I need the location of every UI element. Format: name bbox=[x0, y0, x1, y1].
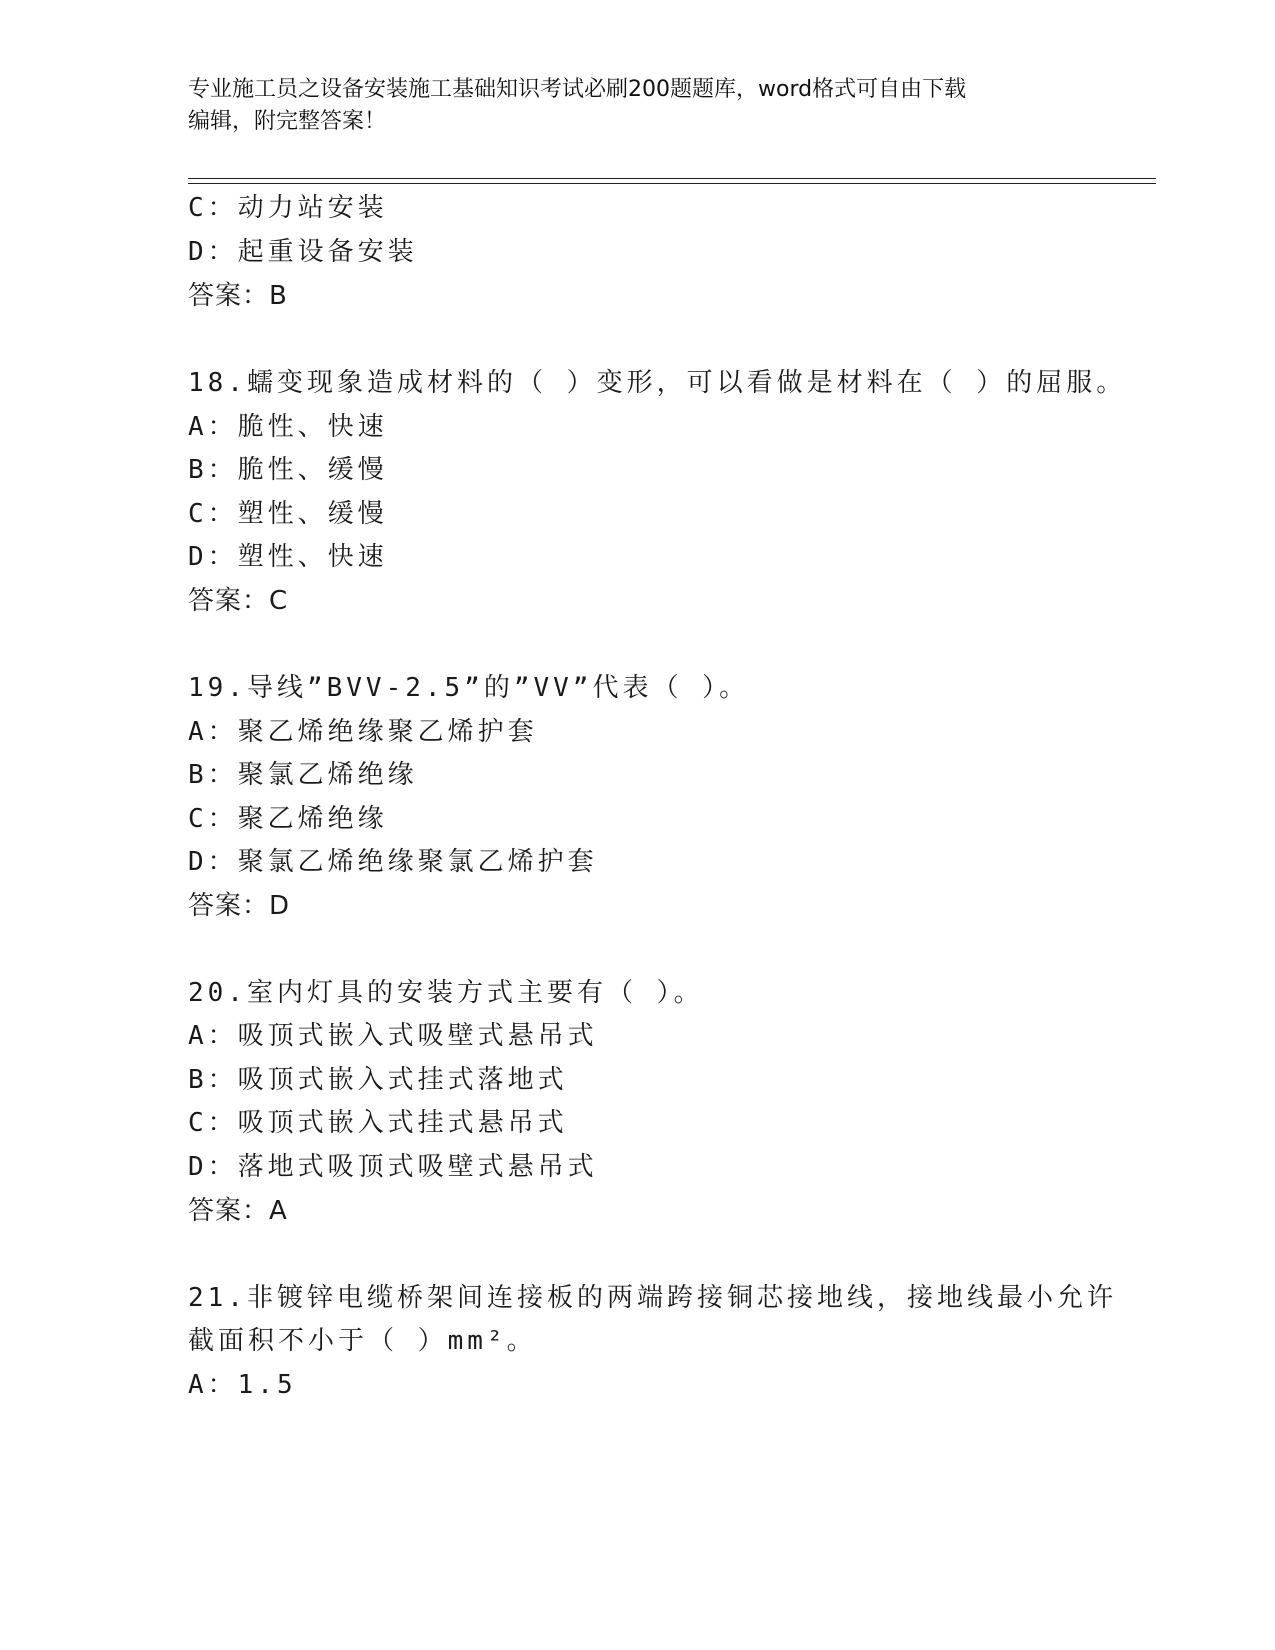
q19-option-b: B：聚氯乙烯绝缘 bbox=[188, 760, 418, 790]
q19-stem: 19.导线”BVV-2.5”的”VV”代表（ ）。 bbox=[188, 673, 750, 703]
q21-stem-line-1: 21.非镀锌电缆桥架间连接板的两端跨接铜芯接地线，接地线最小允许 bbox=[188, 1283, 1117, 1313]
q18-option-d: D：塑性、快速 bbox=[188, 542, 388, 572]
q21-option-a: A：1.5 bbox=[188, 1370, 297, 1400]
header-divider-bottom bbox=[188, 183, 1156, 184]
q20-option-d: D：落地式吸顶式吸壁式悬吊式 bbox=[188, 1152, 598, 1182]
q18-answer: 答案：C bbox=[188, 586, 289, 616]
q19-option-c: C：聚乙烯绝缘 bbox=[188, 804, 388, 834]
q21-stem-line-2: 截面积不小于（ ）mm²。 bbox=[188, 1326, 537, 1356]
header-divider-top bbox=[188, 178, 1156, 179]
q18-option-c: C：塑性、缓慢 bbox=[188, 499, 388, 529]
q19-option-a: A：聚乙烯绝缘聚乙烯护套 bbox=[188, 717, 538, 747]
q20-answer: 答案：A bbox=[188, 1196, 288, 1226]
q18-option-b: B：脆性、缓慢 bbox=[188, 455, 388, 485]
header-title-line-2: 编辑，附完整答案！ bbox=[188, 109, 387, 134]
q20-stem: 20.室内灯具的安装方式主要有（ ）。 bbox=[188, 978, 704, 1008]
q19-option-d: D：聚氯乙烯绝缘聚氯乙烯护套 bbox=[188, 847, 598, 877]
q17-option-d: D：起重设备安装 bbox=[188, 237, 418, 267]
q18-option-a: A：脆性、快速 bbox=[188, 412, 388, 442]
header-title-line-1: 专业施工员之设备安装施工基础知识考试必刷200题题库，word格式可自由下载 bbox=[188, 77, 967, 102]
q19-answer: 答案：D bbox=[188, 891, 291, 921]
q20-option-b: B：吸顶式嵌入式挂式落地式 bbox=[188, 1065, 568, 1095]
q17-answer: 答案：B bbox=[188, 281, 288, 311]
q20-option-c: C：吸顶式嵌入式挂式悬吊式 bbox=[188, 1108, 568, 1138]
q17-option-c: C：动力站安装 bbox=[188, 193, 388, 223]
q20-option-a: A：吸顶式嵌入式吸壁式悬吊式 bbox=[188, 1021, 598, 1051]
q18-stem: 18.蠕变现象造成材料的（ ）变形，可以看做是材料在（ ）的屈服。 bbox=[188, 368, 1127, 398]
document-header bbox=[188, 74, 1088, 138]
